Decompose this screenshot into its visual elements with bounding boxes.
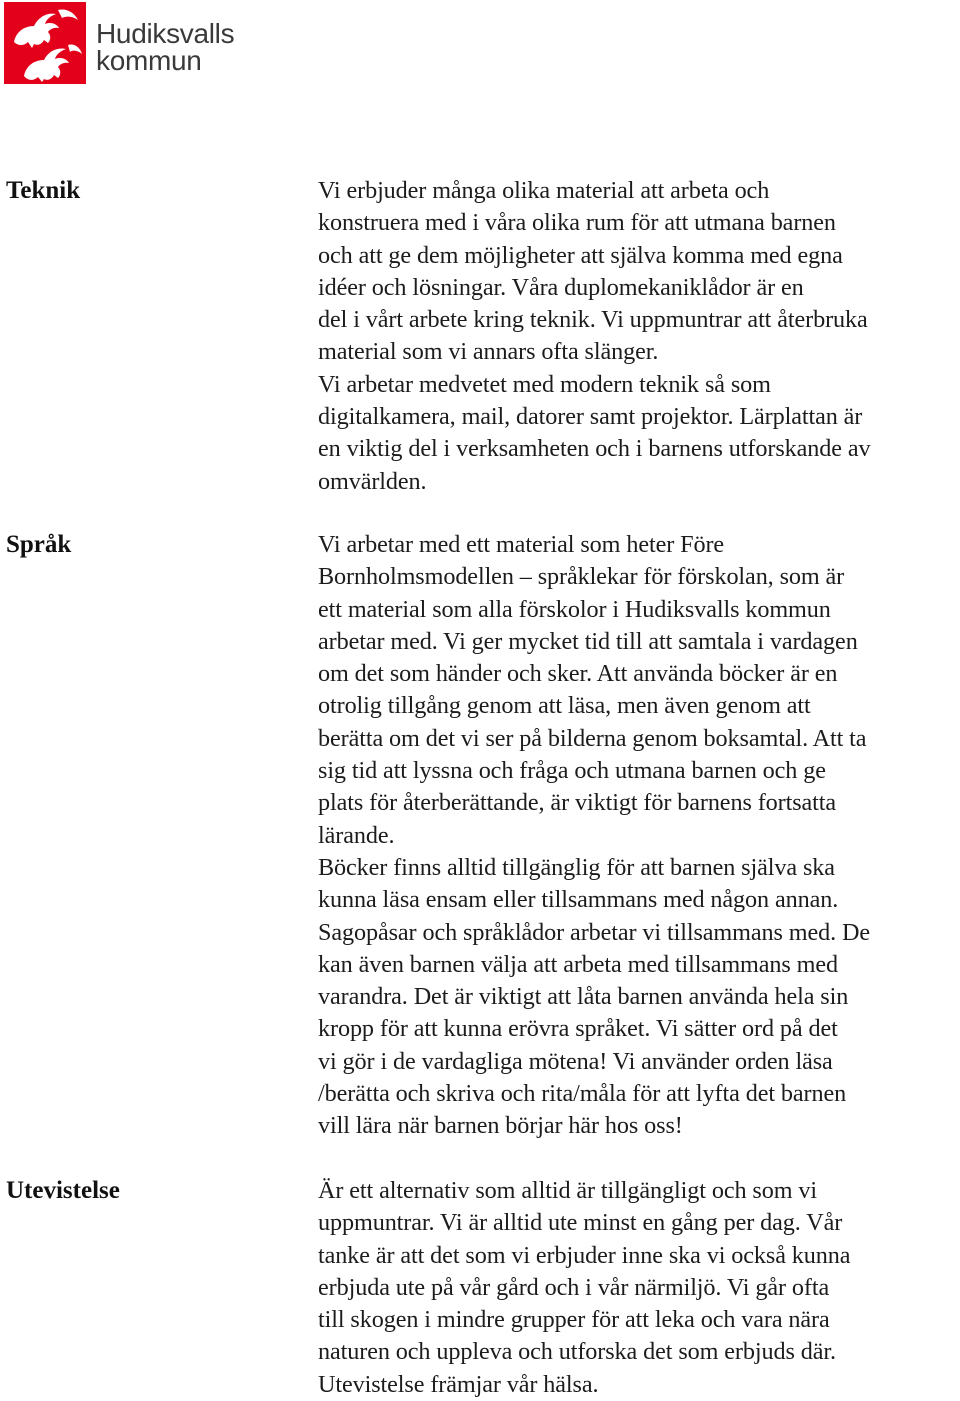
body-line: omvärlden. <box>318 467 427 495</box>
body-line: Vi arbetar med ett material som heter Före <box>318 531 725 558</box>
section-body <box>318 529 960 1143</box>
body-line: Sagopåsar och språklådor arbetar vi tillsammans med. De <box>318 918 870 946</box>
body-line: Bornholmsmodellen – språklekar för förskolan, som är <box>318 563 845 591</box>
section-title: Teknik <box>6 177 81 204</box>
section-title: Utevistelse <box>6 1177 120 1204</box>
hudiksvall-logo <box>4 2 254 84</box>
body-line: Är ett alternativ som alltid är tillgängligt och som vi <box>318 1177 817 1204</box>
body-line: kunna läsa ensam eller tillsammans med någon annan. <box>318 886 839 914</box>
body-line: berätta om det vi ser på bilderna genom boksamtal. Att ta <box>318 724 867 752</box>
body-line: otrolig tillgång genom att läsa, men även genom att <box>318 692 811 720</box>
body-line: Vi arbetar medvetet med modern teknik så som <box>318 370 771 398</box>
body-line: vi gör i de vardagliga mötena! Vi använder orden läsa <box>318 1047 833 1075</box>
body-line: vill lära när barnen börjar här hos oss! <box>318 1112 683 1140</box>
body-line: sig tid att lyssna och fråga och utmana barnen och ge <box>318 757 826 785</box>
body-line: lärande. <box>318 821 395 849</box>
body-line: en viktig del i verksamheten och i barnens utforskande av <box>318 435 871 463</box>
body-line: material som vi annars ofta slänger. <box>318 338 659 366</box>
logo-sub: kommun <box>96 45 202 76</box>
body-line: Utevistelse främjar vår hälsa. <box>318 1370 599 1398</box>
section-body <box>318 175 960 498</box>
body-line: tanke är att det som vi erbjuder inne ska vi också kunna <box>318 1241 851 1269</box>
body-line: kan även barnen välja att arbeta med tillsammans med <box>318 950 839 978</box>
body-line: erbjuda ute på vår gård och i vår närmiljö. Vi går ofta <box>318 1273 830 1301</box>
body-line: /berätta och skriva och rita/måla för att lyfta det barnen <box>318 1080 847 1108</box>
goat-emblem-icon <box>4 2 86 84</box>
body-line: del i vårt arbete kring teknik. Vi uppmuntrar att återbruka <box>318 306 868 334</box>
body-line: uppmuntrar. Vi är alltid ute minst en gång per dag. Vår <box>318 1209 843 1237</box>
body-line: digitalkamera, mail, datorer samt projektor. Lärplattan är <box>318 403 863 431</box>
body-line: idéer och lösningar. Våra duplomekaniklådor är en <box>318 273 804 301</box>
body-line: ett material som alla förskolor i Hudiksvalls kommun <box>318 595 831 623</box>
section-body <box>318 1175 960 1401</box>
section-title: Språk <box>6 531 72 558</box>
body-line: naturen och uppleva och utforska det som erbjuds där. <box>318 1338 836 1366</box>
body-line: plats för återberättande, är viktigt för barnens fortsatta <box>318 789 837 817</box>
logo-wordmark <box>96 20 234 74</box>
body-line: konstruera med i våra olika rum för att utmana barnen <box>318 209 836 237</box>
body-line: kropp för att kunna erövra språket. Vi sätter ord på det <box>318 1015 838 1043</box>
body-line: Vi erbjuder många olika material att arbeta och <box>318 177 770 204</box>
body-line: arbetar med. Vi ger mycket tid till att samtala i vardagen <box>318 627 858 655</box>
body-line: varandra. Det är viktigt att låta barnen använda hela sin <box>318 983 849 1011</box>
body-line: och att ge dem möjligheter att själva komma med egna <box>318 241 843 269</box>
body-line: Böcker finns alltid tillgänglig för att barnen själva ska <box>318 853 835 881</box>
body-line: till skogen i mindre grupper för att leka och vara nära <box>318 1306 830 1334</box>
logo-name: Hudiksvalls <box>96 18 235 49</box>
body-line: om det som händer och sker. Att använda böcker är en <box>318 660 838 688</box>
